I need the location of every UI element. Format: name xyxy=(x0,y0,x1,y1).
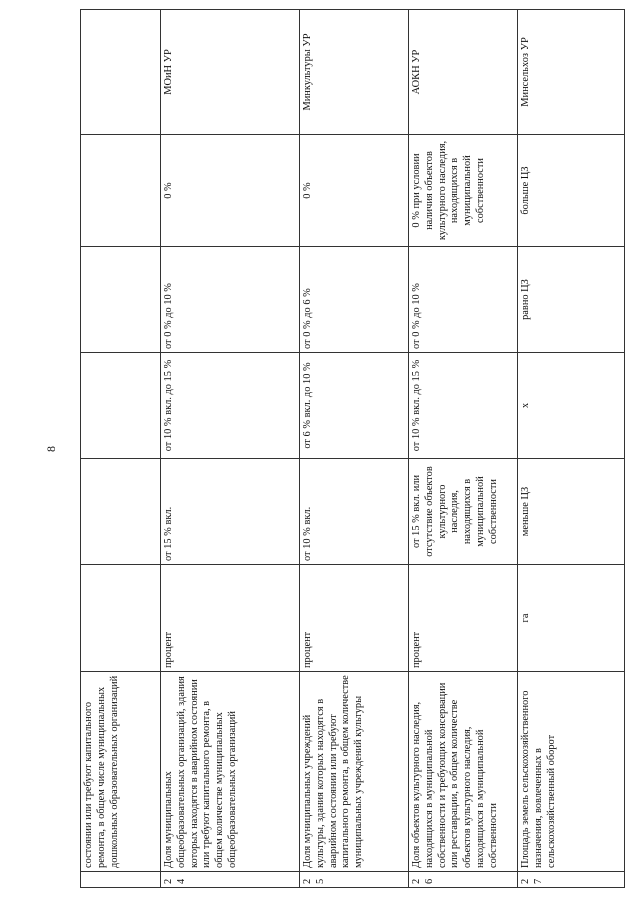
table-row xyxy=(161,10,300,888)
criterion-3: от 0 % до 6 % xyxy=(300,247,409,353)
page-number: 8 xyxy=(44,446,58,452)
criterion-3: от 0 % до 10 % xyxy=(161,247,300,353)
unit-cell: га xyxy=(518,565,625,672)
criterion-4: 0 % xyxy=(300,135,409,247)
indicator-name: Доля объектов культурного наследия, находящихся в муниципальной собственности и требующих консервации или реставрации, в общем количестве объектов культурного наследия, находящихся в муниципальной собственности xyxy=(409,672,518,872)
table-row xyxy=(518,10,625,888)
unit-cell: процент xyxy=(300,565,409,672)
table-row xyxy=(81,10,161,888)
criterion-1: от 15 % вкл. или отсутствие объектов культурного наследия, находящихся в муниципальной собственности xyxy=(409,459,518,565)
criterion-2: х xyxy=(518,353,625,459)
criterion-3 xyxy=(81,247,161,353)
row-number: 26 xyxy=(409,872,518,888)
criterion-1: от 15 % вкл. xyxy=(161,459,300,565)
criterion-2 xyxy=(81,353,161,459)
table-row xyxy=(300,10,409,888)
criterion-1 xyxy=(81,459,161,565)
indicator-name: Площадь земель сельскохозяйственного назначения, вовлеченных в сельскохозяйственный оборот xyxy=(518,672,625,872)
row-number: 24 xyxy=(161,872,300,888)
row-number xyxy=(81,872,161,888)
indicator-name: Доля муниципальных общеобразовательных организаций, здания которых находятся в аварийном состоянии или требуют капитального ремонта, в общем количестве муниципальных общеобразовательных организаций xyxy=(161,672,300,872)
responsible-body: АОКН УР xyxy=(409,10,518,135)
indicators-table xyxy=(80,9,625,888)
criterion-4: больше ЦЗ xyxy=(518,135,625,247)
criterion-3: равно ЦЗ xyxy=(518,247,625,353)
responsible-body: Минкультуры УР xyxy=(300,10,409,135)
criterion-3: от 0 % до 10 % xyxy=(409,247,518,353)
criterion-2: от 6 % вкл. до 10 % xyxy=(300,353,409,459)
responsible-body xyxy=(81,10,161,135)
unit-cell: процент xyxy=(409,565,518,672)
criterion-4: 0 % xyxy=(161,135,300,247)
criterion-4 xyxy=(81,135,161,247)
unit-cell xyxy=(81,565,161,672)
row-number: 25 xyxy=(300,872,409,888)
responsible-body: Минсельхоз УР xyxy=(518,10,625,135)
unit-cell: процент xyxy=(161,565,300,672)
criterion-1: от 10 % вкл. xyxy=(300,459,409,565)
responsible-body: МОиН УР xyxy=(161,10,300,135)
criterion-2: от 10 % вкл. до 15 % xyxy=(409,353,518,459)
indicator-name: Доля муниципальных учреждений культуры, здания которых находятся в аварийном состоянии или требуют капитального ремонта, в общем количестве муниципальных учреждений культуры xyxy=(300,672,409,872)
row-number: 27 xyxy=(518,872,625,888)
indicator-name: состоянии или требуют капитального ремонта, в общем числе муниципальных дошкольных образовательных организаций xyxy=(81,672,161,872)
criterion-2: от 10 % вкл. до 15 % xyxy=(161,353,300,459)
criterion-1: меньше ЦЗ xyxy=(518,459,625,565)
table-row xyxy=(409,10,518,888)
criterion-4: 0 % при условии наличия объектов культурного наследия, находящихся в муниципальной собственности xyxy=(409,135,518,247)
rotated-page-content xyxy=(80,10,624,888)
